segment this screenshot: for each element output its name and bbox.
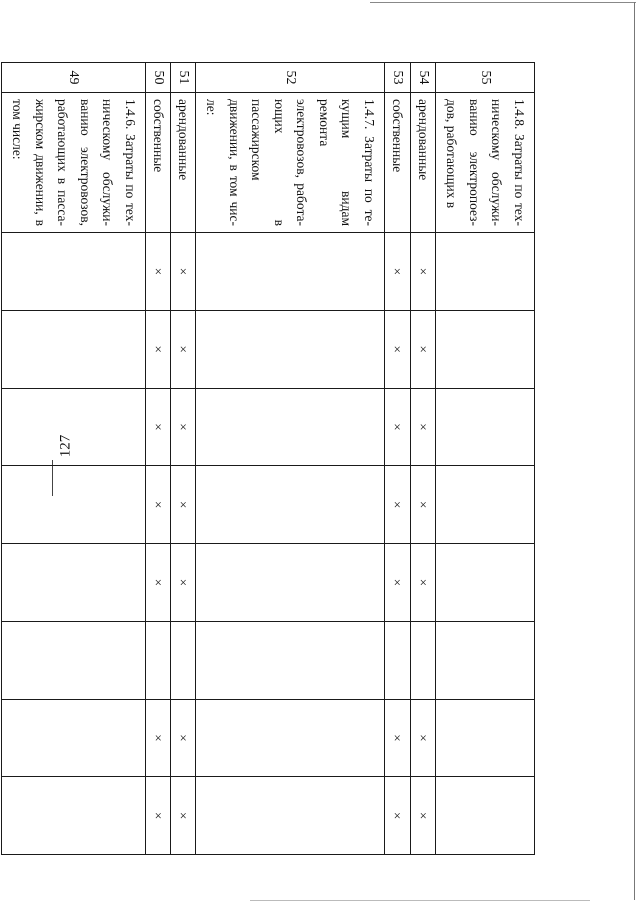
row-number: 49	[2, 63, 146, 93]
mark-cell	[436, 233, 535, 311]
scan-edge-bottom	[250, 900, 590, 901]
row-number: 50	[146, 63, 171, 93]
page-number-text: 127	[57, 434, 74, 458]
row-description: арендованные	[171, 93, 196, 233]
scan-edge-right	[634, 2, 635, 900]
mark-cell: ×	[411, 310, 436, 388]
table-row	[385, 63, 411, 855]
mark-cell	[2, 777, 146, 855]
mark-cell: ×	[385, 233, 411, 311]
mark-cell	[411, 621, 436, 699]
mark-cell	[385, 621, 411, 699]
mark-cell	[2, 388, 146, 466]
row-number: 54	[411, 63, 436, 93]
mark-cell: ×	[146, 466, 171, 544]
mark-cell	[196, 544, 385, 622]
mark-cell	[2, 621, 146, 699]
mark-cell: ×	[171, 233, 196, 311]
mark-cell	[436, 621, 535, 699]
mark-cell: ×	[411, 699, 436, 777]
mark-cell: ×	[146, 310, 171, 388]
mark-cell: ×	[146, 777, 171, 855]
row-description: арендованные	[411, 93, 436, 233]
scan-edge-top	[370, 2, 636, 3]
table-row	[411, 63, 436, 855]
mark-cell	[2, 466, 146, 544]
row-number: 53	[385, 63, 411, 93]
mark-cell	[196, 466, 385, 544]
mark-cell: ×	[385, 310, 411, 388]
cost-table-rotated	[10, 62, 535, 854]
table-row	[196, 63, 385, 855]
mark-cell: ×	[146, 544, 171, 622]
mark-cell: ×	[171, 699, 196, 777]
table-row	[171, 63, 196, 855]
mark-cell	[196, 699, 385, 777]
mark-cell: ×	[146, 388, 171, 466]
mark-cell	[436, 466, 535, 544]
mark-cell	[2, 544, 146, 622]
row-description: 1.4.6. Затраты по тех-ническому обслужи-ванию электровозов, работающих в пасса-жирском движении, в том числе:	[2, 93, 146, 233]
table-body	[2, 63, 535, 855]
mark-cell: ×	[171, 466, 196, 544]
mark-cell: ×	[411, 777, 436, 855]
mark-cell: ×	[146, 699, 171, 777]
row-number: 52	[196, 63, 385, 93]
mark-cell: ×	[385, 466, 411, 544]
mark-cell	[436, 699, 535, 777]
mark-cell	[436, 388, 535, 466]
row-number: 55	[436, 63, 535, 93]
mark-cell: ×	[385, 544, 411, 622]
mark-cell	[171, 621, 196, 699]
mark-cell: ×	[385, 388, 411, 466]
row-description: 1.4.7. Затраты по те-кущим видам ремонта электровозов, работа-ющих в пассажирском движении, в том чис-ле:	[196, 93, 385, 233]
mark-cell	[196, 777, 385, 855]
mark-cell: ×	[171, 388, 196, 466]
table-row	[2, 63, 146, 855]
table-row	[436, 63, 535, 855]
row-description: собственные	[146, 93, 171, 233]
row-number: 51	[171, 63, 196, 93]
mark-cell: ×	[411, 466, 436, 544]
mark-cell	[196, 388, 385, 466]
mark-cell	[436, 310, 535, 388]
mark-cell	[436, 777, 535, 855]
mark-cell: ×	[146, 233, 171, 311]
cost-table	[1, 62, 535, 855]
mark-cell: ×	[171, 777, 196, 855]
table-row	[146, 63, 171, 855]
mark-cell: ×	[411, 233, 436, 311]
mark-cell	[196, 621, 385, 699]
mark-cell: ×	[411, 388, 436, 466]
mark-cell	[2, 310, 146, 388]
mark-cell: ×	[171, 310, 196, 388]
mark-cell	[436, 544, 535, 622]
row-description: 1.4.8. Затраты по тех-ническому обслужи-ванию электропоез-дов, работающих в	[436, 93, 535, 233]
mark-cell	[2, 699, 146, 777]
mark-cell	[2, 233, 146, 311]
row-description: собственные	[385, 93, 411, 233]
mark-cell: ×	[171, 544, 196, 622]
mark-cell: ×	[385, 699, 411, 777]
mark-cell: ×	[385, 777, 411, 855]
mark-cell	[146, 621, 171, 699]
mark-cell: ×	[411, 544, 436, 622]
mark-cell	[196, 233, 385, 311]
mark-cell	[196, 310, 385, 388]
